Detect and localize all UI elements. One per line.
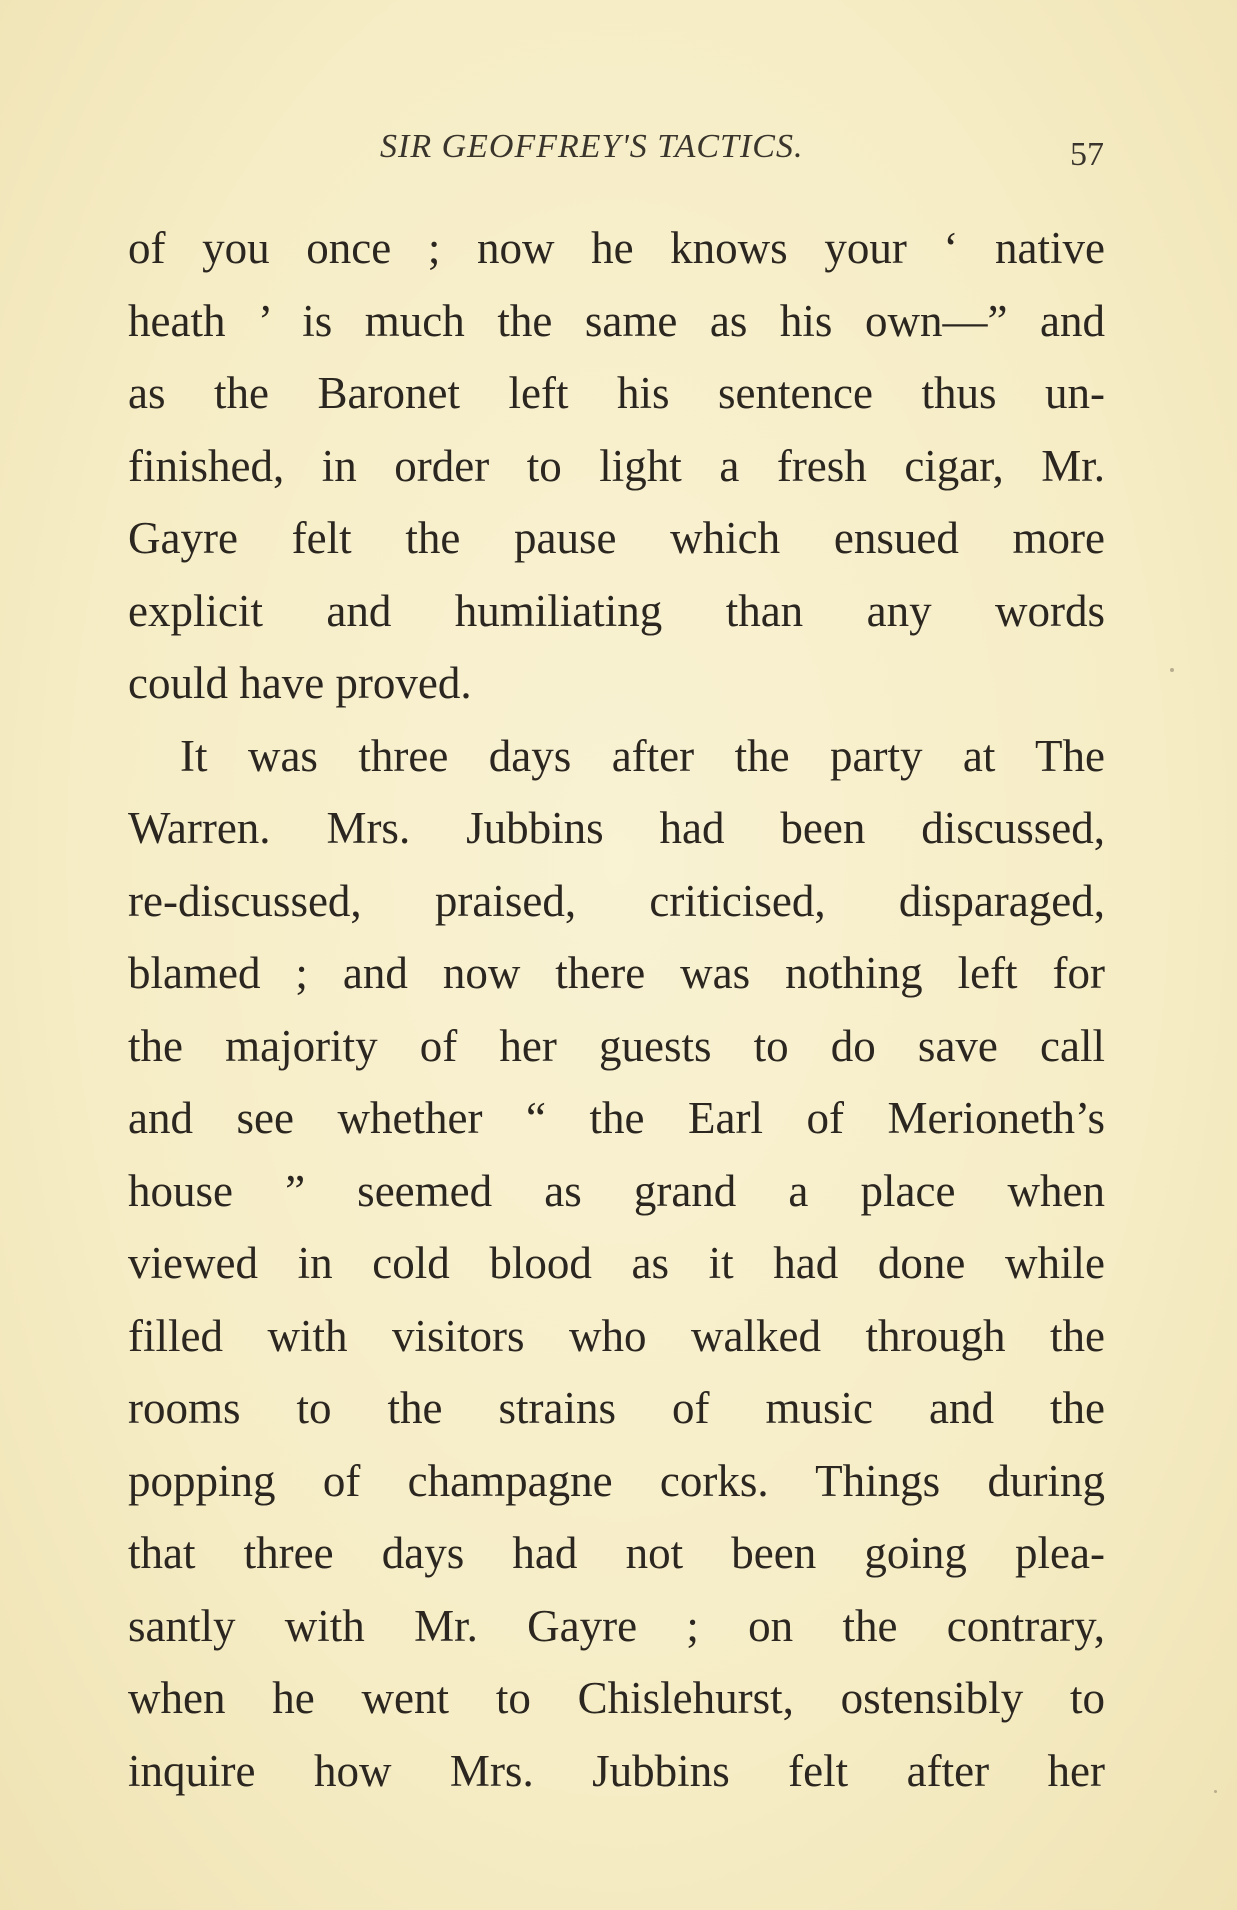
paper-speck: [1170, 668, 1174, 672]
text-line: and see whether “ the Earl of Merioneth’s: [128, 1093, 1105, 1143]
text-line: heath ’ is much the same as his own—” and: [128, 295, 1105, 346]
text-line-paragraph-start: It was three days after the party at The: [180, 730, 1105, 781]
text-line: rooms to the strains of music and the: [128, 1383, 1105, 1433]
page-number: 57: [1070, 136, 1104, 173]
text-line: as the Baronet left his sentence thus un-: [128, 368, 1105, 418]
text-line: of you once ; now he knows your ‘ native: [128, 223, 1105, 273]
text-line: could have proved.: [128, 658, 472, 708]
text-line: popping of champagne corks. Things during: [128, 1455, 1105, 1506]
text-line: viewed in cold blood as it had done while: [128, 1238, 1105, 1288]
text-line: when he went to Chislehurst, ostensibly to: [128, 1673, 1105, 1723]
paper-speck: [1214, 1790, 1217, 1793]
text-line: finished, in order to light a fresh cigar, Mr.: [128, 440, 1105, 491]
text-line: that three days had not been going plea-: [128, 1528, 1105, 1578]
text-line: explicit and humiliating than any words: [128, 585, 1105, 636]
text-line: re-discussed, praised, criticised, disparaged,: [128, 875, 1105, 926]
text-line: Gayre felt the pause which ensued more: [128, 513, 1105, 563]
running-title: SIR GEOFFREY'S TACTICS.: [380, 128, 804, 165]
text-line: the majority of her guests to do save call: [128, 1020, 1105, 1071]
text-line: house ” seemed as grand a place when: [128, 1165, 1105, 1216]
text-line: filled with visitors who walked through the: [128, 1310, 1105, 1361]
text-line: blamed ; and now there was nothing left for: [128, 948, 1105, 998]
text-line: inquire how Mrs. Jubbins felt after her: [128, 1745, 1105, 1796]
body-text: [128, 212, 1105, 1807]
text-line: Warren. Mrs. Jubbins had been discussed,: [128, 803, 1105, 853]
text-line: santly with Mr. Gayre ; on the contrary,: [128, 1600, 1105, 1651]
